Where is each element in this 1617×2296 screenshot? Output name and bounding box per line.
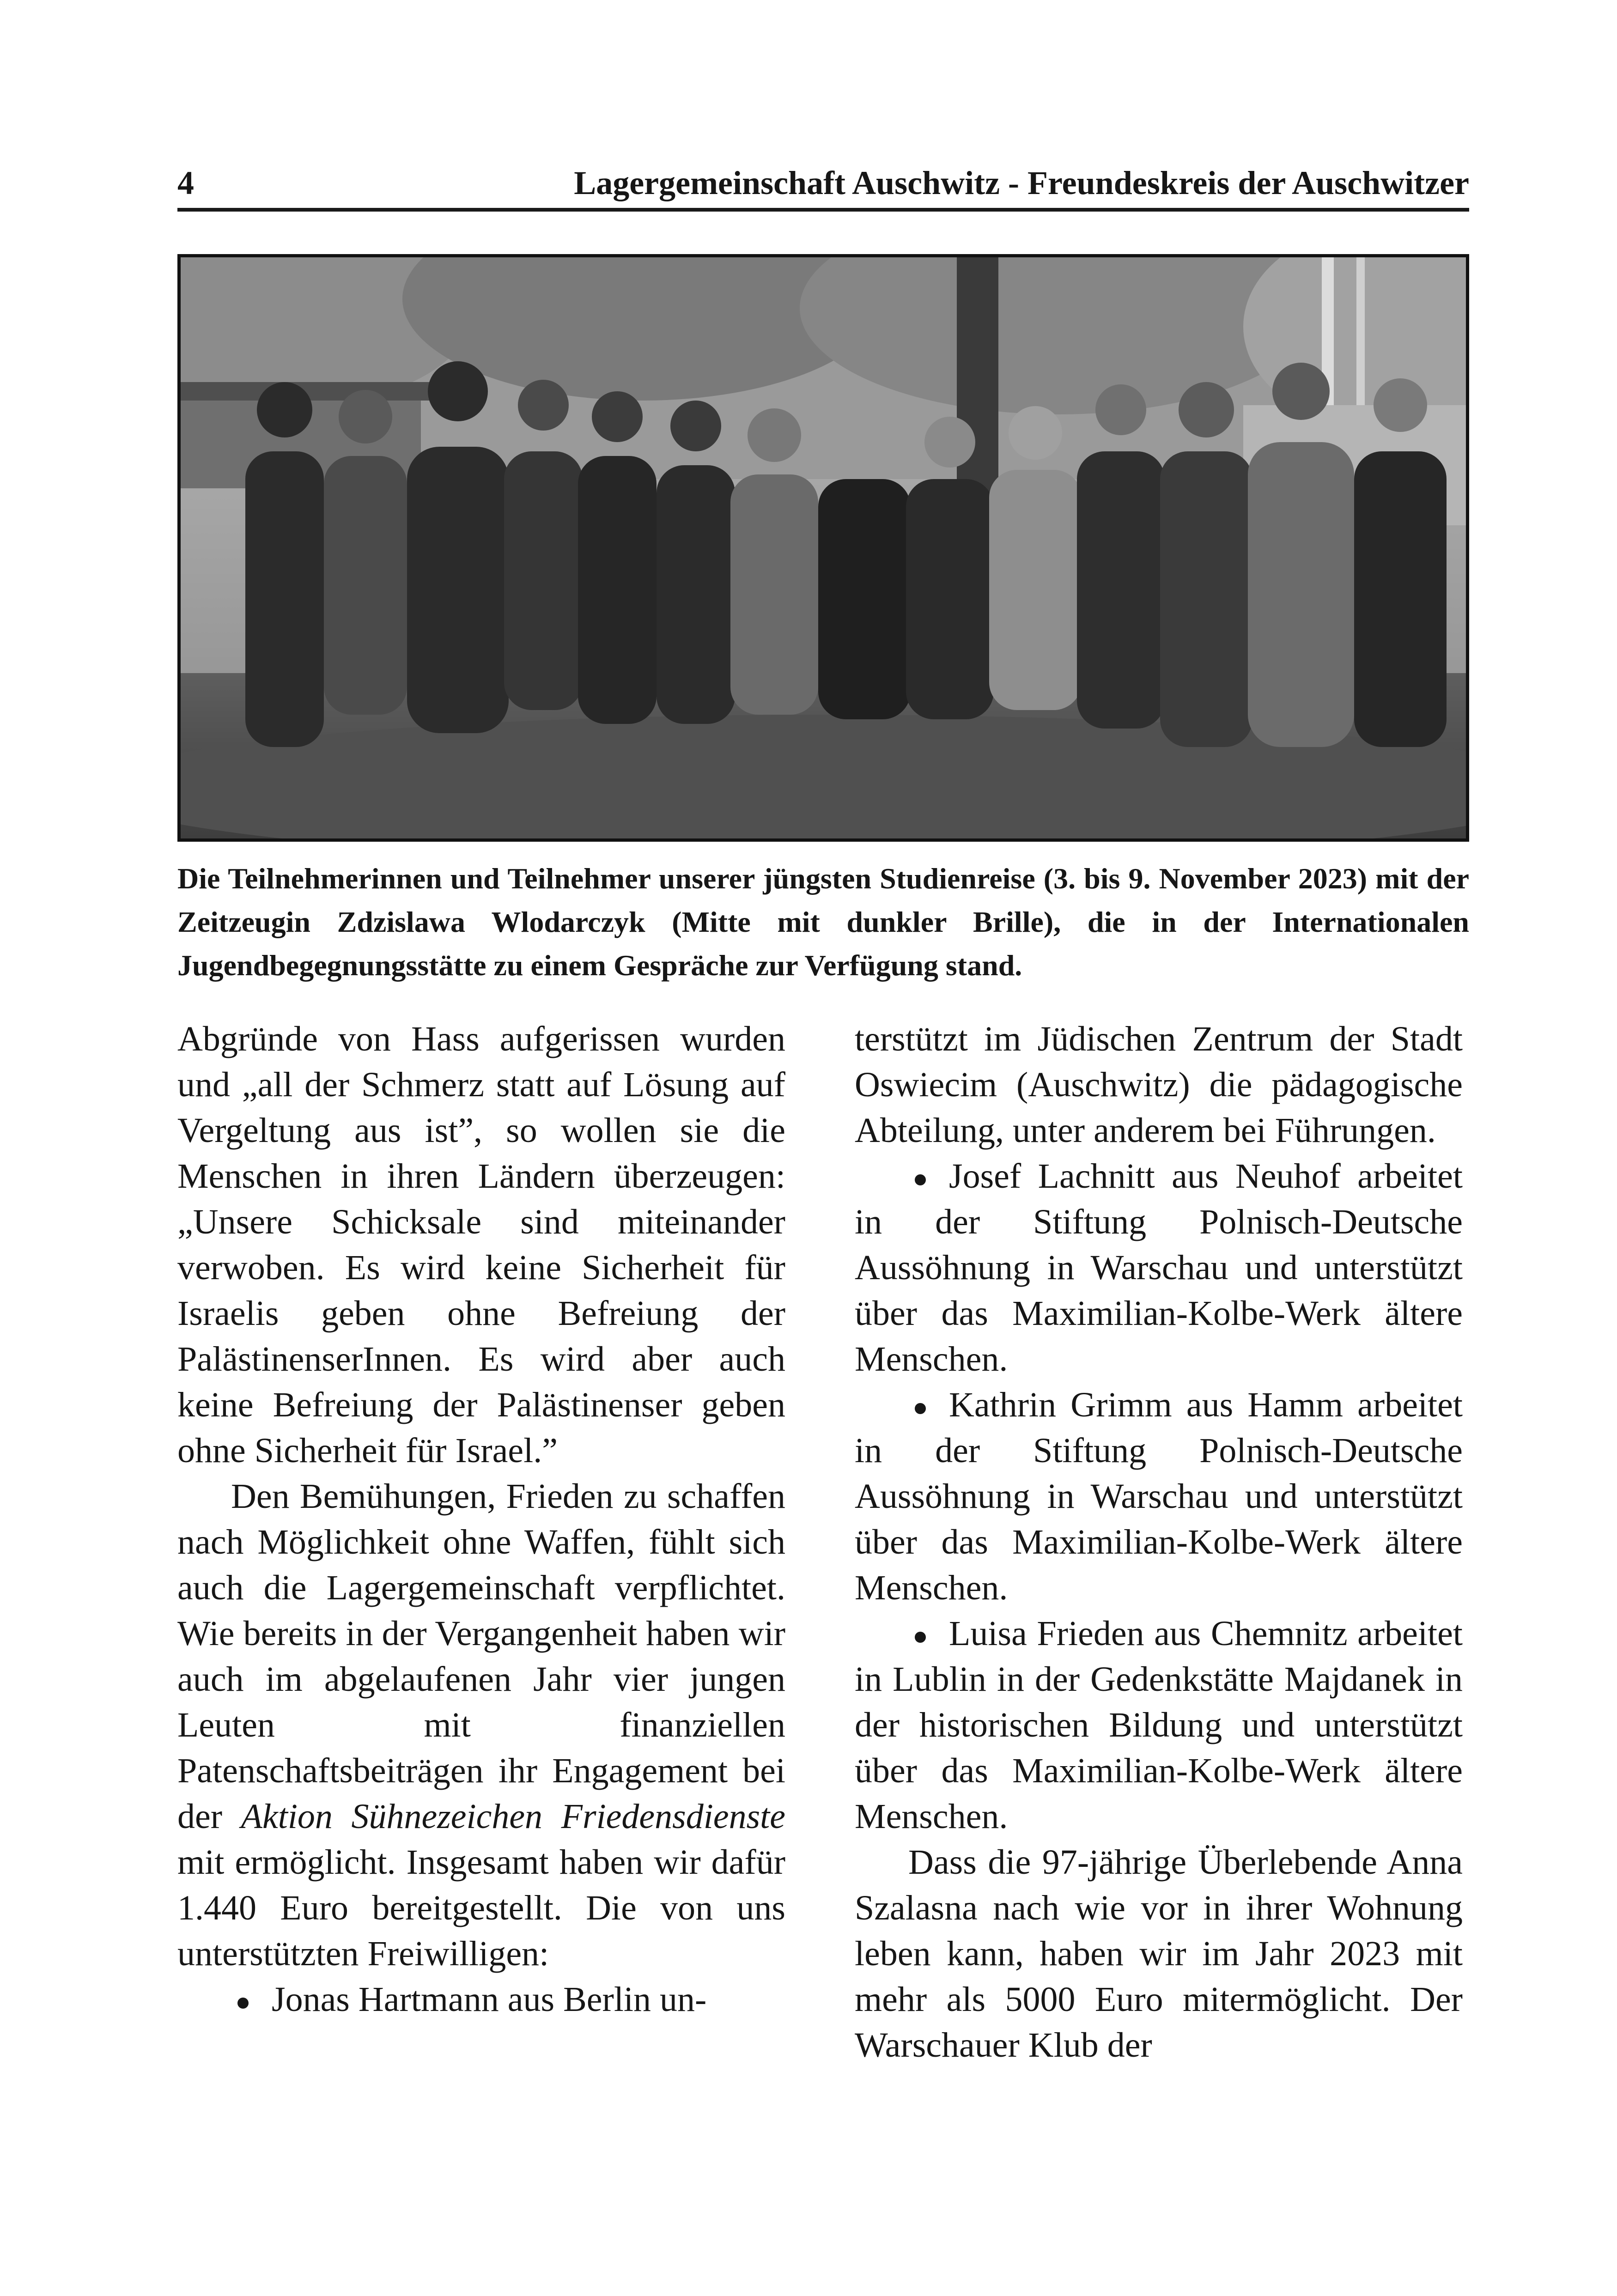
paragraph: Dass die 97-jährige Überlebende Anna Szalasna nach wie vor in ihrer Wohnung leben kann, haben wir im Jahr 2023 mit mehr als 5000 Euro mitermöglicht. Der Warschauer Klub der <box>855 1843 1463 2065</box>
group-photo-illustration <box>181 257 1466 838</box>
bullet-icon <box>915 1174 926 1185</box>
bullet-icon <box>915 1632 926 1643</box>
left-column <box>177 1016 785 2023</box>
bullet-icon <box>915 1403 926 1414</box>
paragraph: terstützt im Jüdischen Zentrum der Stadt Oswiecim (Auschwitz) die pädagogische Abteilung, unter anderem bei Führungen. <box>855 1020 1463 1150</box>
running-title: Lagergemeinschaft Auschwitz - Freundeskreis der Auschwitzer <box>574 164 1469 201</box>
organization-name: Aktion Sühnezeichen Friedensdienste <box>241 1797 785 1836</box>
photo-caption: Die Teilnehmerinnen und Teilnehmer unserer jüngsten Studienreise (3. bis 9. November 2023) mit der Zeitzeugin Zdzislawa Wlodarczyk (Mitte mit dunkler Brille), die in der Internationalen Jugendbegegnungsstätte zu einem Gespräche zur Verfügung stand. <box>177 862 1469 982</box>
bullet-icon <box>237 1998 249 2009</box>
bullet-item: Josef Lachnitt aus Neuhof arbeitet in der Stiftung Polnisch-Deutsche Aussöhnung in Warschau und unterstützt über das Maximilian-Kolbe-Werk ältere Menschen. <box>855 1157 1463 1379</box>
bullet-item: Jonas Hartmann aus Berlin un- <box>177 1977 785 2023</box>
bullet-item: Kathrin Grimm aus Hamm arbeitet in der Stiftung Polnisch-Deutsche Aussöhnung in Warschau und unterstützt über das Maximilian-Kolbe-Werk ältere Menschen. <box>855 1385 1463 1607</box>
paragraph: Abgründe von Hass aufgerissen wurden und „all der Schmerz statt auf Lösung auf Vergeltung aus ist”, so wollen sie die Menschen in ihren Ländern überzeugen: „Unsere Schicksale sind miteinander verwoben. Es wird keine Sicherheit für Israelis geben ohne Befreiung der PalästinenserInnen. Es wird aber auch keine Befreiung der Palästinenser geben ohne Sicherheit für Israel.” <box>177 1020 785 1470</box>
bullet-item: Luisa Frieden aus Chemnitz arbeitet in Lublin in der Gedenkstätte Majdanek in der historischen Bildung und unterstützt über das Maximilian-Kolbe-Werk ältere Menschen. <box>855 1614 1463 1836</box>
group-photo <box>177 254 1469 842</box>
page-number: 4 <box>177 164 194 201</box>
running-header <box>177 164 1469 215</box>
header-rule <box>177 208 1469 212</box>
paragraph: Den Bemühungen, Frieden zu schaffen nach Möglichkeit ohne Waffen, fühlt sich auch die Lagergemeinschaft verpflichtet. Wie bereits in der Vergangenheit haben wir auch im abgelaufenen Jahr vier jungen Leuten mit finanziellen Patenschaftsbeiträgen ihr Engagement bei der Aktion Sühnezeichen Friedensdienste mit ermöglicht. Insgesamt haben wir dafür 1.440 Euro bereitgestellt. Die von uns unterstützten Freiwilligen: <box>177 1477 785 1973</box>
right-column <box>855 1016 1463 2068</box>
